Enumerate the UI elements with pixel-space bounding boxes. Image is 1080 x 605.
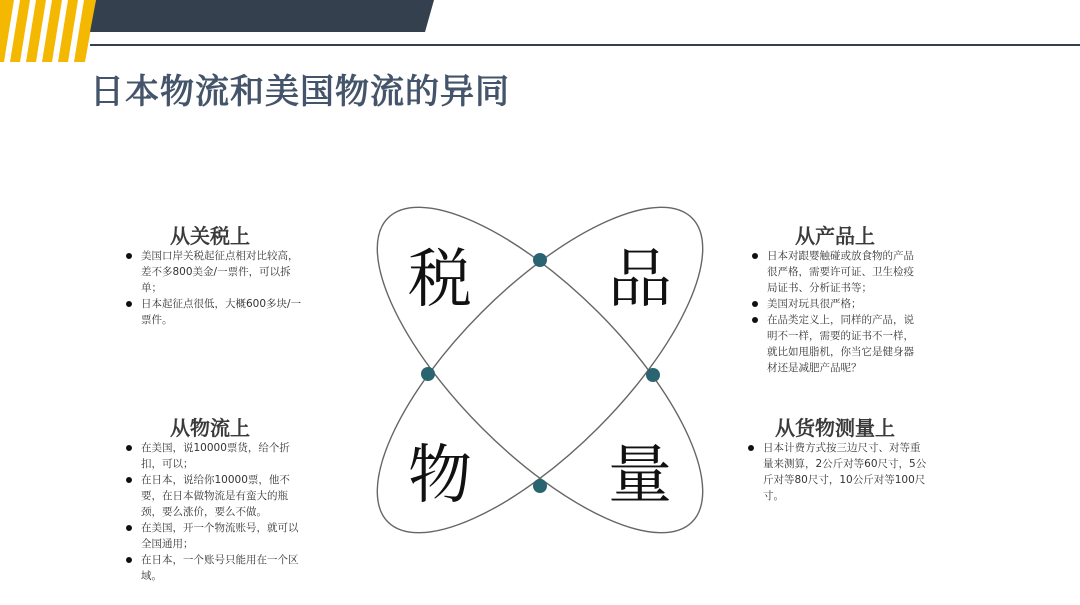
list-item: 美国对玩具很严格；: [750, 296, 920, 312]
list-item: 在美国，开一个物流账号，就可以全国通用；: [124, 520, 306, 552]
list-item: 在日本，说给你10000票，他不要，在日本做物流是有蛮大的瓶颈，要么涨价，要么不做。: [124, 472, 306, 520]
heading-measurement: 从货物测量上: [775, 416, 895, 440]
quad-char-tariff: 税: [408, 243, 472, 317]
list-item: 日本对跟婴触碰或放食物的产品很严格，需要许可证、卫生检疫局证书、分析证书等；: [750, 248, 920, 296]
list-item: 在美国，说10000票货，给个折扣，可以；: [124, 440, 306, 472]
quad-char-volume: 量: [608, 439, 672, 513]
header-banner: [0, 0, 1080, 62]
quad-char-logistics: 物: [408, 439, 472, 513]
quad-char-product: 品: [608, 243, 672, 317]
diagram-node-bottom: [533, 479, 547, 493]
list-logistics: [124, 440, 306, 584]
heading-product: 从产品上: [795, 224, 875, 248]
diagram-node-right: [646, 368, 660, 382]
list-tariff: [124, 248, 306, 328]
list-item: 在品类定义上，同样的产品，说明不一样，需要的证书不一样，就比如甩脂机，你当它是健身器材还是减肥产品呢？: [750, 312, 920, 376]
diagram-node-top: [533, 253, 547, 267]
page-title: 日本物流和美国物流的异同: [90, 72, 510, 112]
list-item: 在日本，一个账号只能用在一个区域。: [124, 552, 306, 584]
quad-diagram: [370, 205, 710, 535]
list-item: 美国口岸关税起征点相对比较高，差不多800美金/一票件，可以拆单；: [124, 248, 306, 296]
list-product: [750, 248, 920, 376]
list-measurement: [746, 440, 928, 504]
header-navy-block: [90, 0, 434, 32]
heading-logistics: 从物流上: [170, 416, 250, 440]
list-item: 日本起征点很低，大概600多块/一票件。: [124, 296, 306, 328]
diagram-node-left: [421, 367, 435, 381]
heading-tariff: 从关税上: [170, 224, 250, 248]
list-item: 日本计费方式按三边尺寸、对等重量来测算，2公斤对等60尺寸，5公斤对等80尺寸，10公斤对等100尺寸。: [746, 440, 928, 504]
